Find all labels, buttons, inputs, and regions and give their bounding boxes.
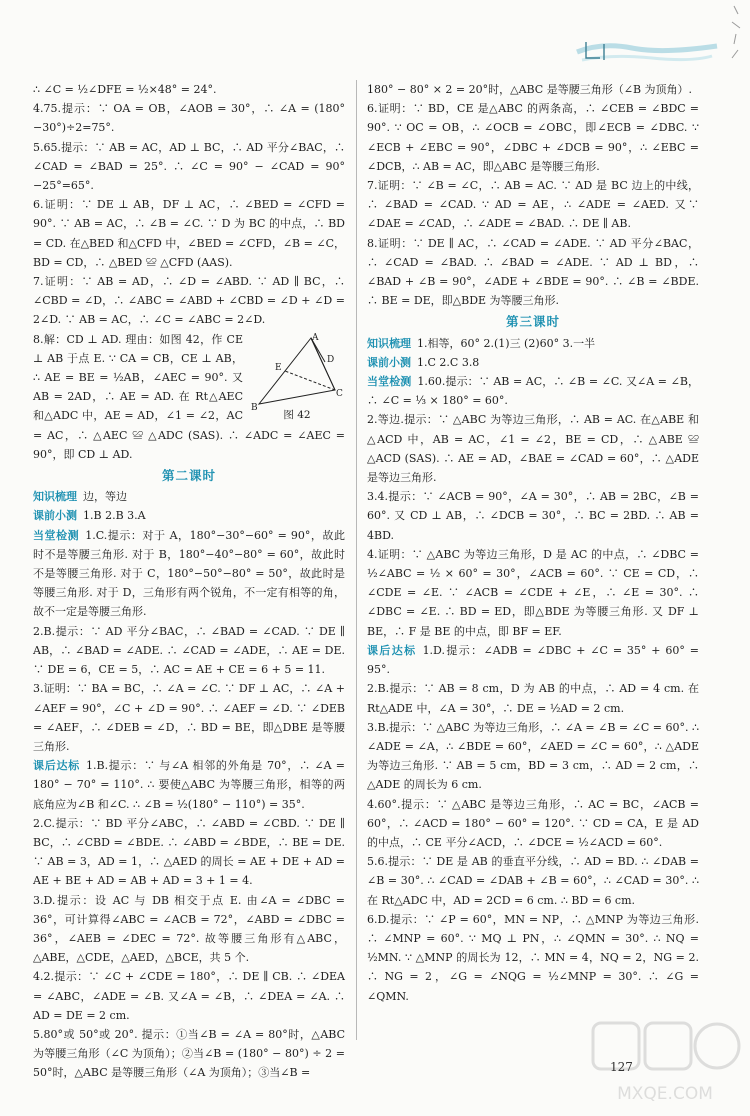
section-label: 知识梳理	[33, 490, 77, 504]
answer-paragraph	[33, 967, 345, 1025]
answer-paragraph	[33, 99, 345, 137]
answer-text: ∴ ∠C = ½∠DFE = ½×48° = 24°.	[33, 83, 217, 96]
watermark-logo	[585, 1015, 745, 1110]
answer-paragraph	[33, 622, 345, 680]
section-label: 当堂检测	[33, 528, 80, 542]
answer-text: 1.相等，60° 2.(1)三 (2)60° 3.一半	[417, 336, 596, 350]
answer-text: 5.65.提示：∵ AB = AC，AD ⊥ BC，∴ AD 平分∠BAC，∴ ∠CAD = ∠BAD = 25°. ∴ ∠C = 90° − ∠CAD = 90°−25°=65°.	[33, 140, 345, 193]
answer-text: 4.证明：∵ △ABC 为等边三角形，D 是 AC 的中点，∴ ∠DBC = ½∠ABC = ½ × 60° = 30°，∠ACB = 60°. ∵ CE = CD，∴ ∠CDE = ∠E. ∵ ∠ACB = ∠CDE + ∠E，∴ ∠E = 30°. ∴ ∠DBC = ∠E. ∴ BD = ED，即△BDE 为等腰三角形. 又 DF ⊥ BE，∴ F 是 BE 的中点，即 BF = EF.	[367, 547, 699, 638]
point-c-label: C	[336, 388, 343, 399]
answer-paragraph	[33, 80, 345, 99]
answer-text: 8.解：CD ⊥ AD. 理由：如图 42，作 CE ⊥ AB 于点 E. ∵ CA = CB，CE ⊥ AB，∴ AE = BE = ½AB，∠AEC = 90°. 又 AB = 2AD，∴ AE = AD. 在 Rt△AEC 和△ADC 中，AE = AD，∠1 = ∠2，AC = AC，∴ △AEC ≌ △ADC (SAS). ∴ ∠ADC = ∠AEC = 90°，即 CD ⊥ AD.	[33, 332, 345, 461]
answer-paragraph	[367, 99, 699, 176]
answer-paragraph	[33, 272, 345, 330]
answer-text: 2.等边.提示：∵ △ABC 为等边三角形，∴ AB = AC. 在△ABE 和△ACD 中，AB = AC，∠1 = ∠2，BE = CD，∴ △ABE ≌ △ACD (SAS). ∴ AE = AD，∠BAE = ∠CAD = 60°，∴ △ADE 是等边三角形.	[367, 413, 699, 485]
answer-paragraph	[367, 795, 699, 853]
section-label: 知识梳理	[367, 336, 411, 350]
answer-text: 1.C.提示：对于 A，180°−30°−60° = 90°，故此时不是等腰三角形. 对于 B，180°−40°−80° = 60°，故此时不是等腰三角形. 对于 C，180°−50°−80° = 50°，故此时是等腰三角形. 对于 D，三角形有两个锐角，不一定有相等的角，故不一定是等腰三角形.	[33, 528, 345, 619]
section-label: 课后达标	[367, 643, 417, 657]
answer-text: 1.60.提示：∵ AB = AC，∴ ∠B = ∠C. 又∠A = ∠B，∴ ∠C = ⅓ × 180° = 60°.	[367, 375, 700, 408]
answer-text: 3.D.提示：设 AC 与 DB 相交于点 E. 由∠A = ∠DBC = 36°，可计算得∠ABC = ∠ACB = 72°，∠ABD = ∠DBC = 36°，∠AEB = ∠DEC = 72°. 故等腰三角形有△ABC，△ABE，△CDE，△AED，△BCE，共 5 个.	[33, 893, 345, 965]
answer-paragraph	[367, 910, 699, 1006]
answer-paragraph	[367, 487, 699, 545]
answer-paragraph	[33, 679, 345, 756]
answer-text: 4.2.提示：∵ ∠C + ∠CDE = 180°，∴ DE ∥ CB. ∴ ∠DEA = ∠ABC，∠ADE = ∠B. 又∠A = ∠B，∴ ∠DEA = ∠A. ∴ AD = DE = 2 cm.	[33, 970, 345, 1022]
answer-text: 1.B 2.B 3.A	[83, 509, 146, 523]
left-column	[33, 80, 345, 1083]
labeled-answer	[33, 487, 345, 506]
answer-paragraph	[367, 718, 699, 795]
answer-text: 边，等边	[83, 490, 127, 504]
answer-text: 1.D.提示：∠ADB = ∠DBC + ∠C = 35° + 60° = 95°.	[367, 643, 700, 677]
answer-paragraph	[367, 176, 699, 234]
column-divider	[356, 80, 357, 1040]
section-label: 课后达标	[33, 759, 80, 773]
answer-text: 1.B.提示：∵ 与∠A 相邻的外角是 70°，∴ ∠A = 180° − 70° = 110°. ∴ 要使△ABC 为等腰三角形，相等的两底角应为∠B 和∠C. ∴ ∠B = ½(180° − 110°) = 35°.	[33, 759, 345, 811]
labeled-answer	[367, 372, 699, 410]
answer-text: 180° − 80° × 2 = 20°时，△ABC 是等腰三角形（∠B 为顶角）.	[367, 83, 693, 96]
page-number: 127	[610, 1060, 633, 1074]
answer-paragraph	[367, 545, 699, 641]
right-column	[367, 80, 699, 1006]
answer-text: 7.证明：∵ ∠B = ∠C，∴ AB = AC. ∵ AD 是 BC 边上的中线，∴ ∠BAD = ∠CAD. ∵ AD = AE，∴ ∠ADE = ∠AED. 又∵ ∠DAE = ∠CAD，∴ ∠ADE = ∠BAD. ∴ DE ∥ AB.	[367, 179, 699, 231]
corner-scribble	[728, 4, 746, 62]
header-decoration	[572, 38, 722, 68]
answer-text: 5.80°或 50°或 20°. 提示：①当∠B = ∠A = 80°时，△ABC 为等腰三角形（∠C 为顶角）；②当∠B = (180° − 80°) ÷ 2 = 50°时，△ABC 是等腰三角形（∠A 为顶角）；③当∠B =	[33, 1027, 345, 1080]
point-b-label: B	[251, 402, 258, 412]
point-e-label: E	[275, 362, 282, 373]
answer-text: 6.证明：∵ DE ⊥ AB，DF ⊥ AC，∴ ∠BED = ∠CFD = 90°. ∵ AB = AC，∴ ∠B = ∠C. ∵ D 为 BC 的中点，∴ BD = CD. 在△BED 和△CFD 中，∠BED = ∠CFD，∠B = ∠C，BD = CD，∴ △BED ≌ △CFD (AAS).	[33, 198, 345, 269]
figure-caption: 图 42	[283, 409, 311, 422]
answer-paragraph	[367, 410, 699, 487]
point-d-label: D	[327, 354, 335, 365]
answer-paragraph	[33, 138, 345, 196]
answer-paragraph	[367, 679, 699, 717]
answer-text: 2.C.提示：∵ BD 平分∠ABC，∴ ∠ABD = ∠CBD. ∵ DE ∥ BC，∴ ∠CBD = ∠BDE. ∴ ∠ABD = ∠BDE，∴ BE = DE. ∵ AB = 3，AD = 1，∴ △AED 的周长 = AE + DE + AD = AE + BE + AD = AB + AD = 3 + 1 = 4.	[33, 816, 345, 888]
answer-paragraph	[367, 80, 699, 99]
answer-text: 2.B.提示：∵ AD 平分∠BAC，∴ ∠BAD = ∠CAD. ∵ DE ∥ AB，∴ ∠BAD = ∠ADE. ∴ ∠CAD = ∠ADE，∴ AE = DE. ∵ DE = 6，CE = 5，∴ AC = AE + CE = 6 + 5 = 11.	[33, 624, 345, 677]
svg-text:MXQE.COM: MXQE.COM	[617, 1084, 713, 1104]
section-label: 课前小测	[33, 509, 77, 523]
answer-text: 7.证明：∵ AB = AD，∴ ∠D = ∠ABD. ∵ AD ∥ BC，∴ ∠CBD = ∠D，∴ ∠ABC = ∠ABD + ∠CBD = ∠D + ∠D = 2∠D. ∵ AB = AC，∴ ∠C = ∠ABC = 2∠D.	[33, 275, 345, 327]
answer-text: 6.证明：∵ BD，CE 是△ABC 的两条高，∴ ∠CEB = ∠BDC = 90°. ∵ OC = OB，∴ ∠OCB = ∠OBC，即∠ECB = ∠DBC. ∵ ∠ECB + ∠EBC = 90°，∠DBC + ∠DCB = 90°，∴ ∠EBC = ∠DCB，∴ AB = AC，即△ABC 是等腰三角形.	[367, 102, 699, 173]
point-a-label: A	[312, 332, 319, 343]
section-label: 课前小测	[367, 355, 411, 369]
labeled-answer	[33, 526, 345, 622]
answer-paragraph	[367, 234, 699, 311]
labeled-answer	[367, 334, 699, 353]
answer-text: 1.C 2.C 3.8	[417, 355, 480, 369]
answer-text: 3.证明：∵ BA = BC，∴ ∠A = ∠C. ∵ DF ⊥ AC，∴ ∠A + ∠AEF = 90°，∠C + ∠D = 90°. ∴ ∠AEF = ∠D. ∵ ∠DEB = ∠AEF，∴ ∠DEB = ∠D，∴ BD = BE，即△DBE 是等腰三角形.	[33, 682, 345, 753]
answer-text: 6.D.提示：∵ ∠P = 60°，MN = NP，∴ △MNP 为等边三角形. ∴ ∠MNP = 60°. ∵ MQ ⊥ PN，∴ ∠QMN = 30°. ∴ NQ = ½MN. ∵ △MNP 的周长为 12，∴ MN = 4，NQ = 2，NG = 2. ∴ NG = 2，∠G = ∠NQG = ½∠MNP = 30°. ∴ ∠G = ∠QMN.	[367, 912, 699, 1003]
answer-text: 3.4.提示：∵ ∠ACB = 90°，∠A = 30°，∴ AB = 2BC，∠B = 60°. 又 CD ⊥ AB，∴ ∠DCB = 30°，∴ BC = 2BD. ∴ AB = 4BD.	[367, 490, 699, 542]
answer-text: 5.6.提示：∵ DE 是 AB 的垂直平分线，∴ AD = BD. ∴ ∠DAB = ∠B = 30°. ∴ ∠CAD = ∠DAB + ∠B = 60°，∴ ∠CAD = 30°. ∴ 在 Rt△ADC 中，AD = 2CD = 6 cm. ∴ BD = 6 cm.	[367, 855, 699, 907]
answer-paragraph	[33, 195, 345, 272]
labeled-answer	[367, 641, 699, 679]
answer-text: 8.证明：∵ DE ∥ AC，∴ ∠CAD = ∠ADE. ∵ AD 平分∠BAC，∴ ∠CAD = ∠BAD. ∴ ∠BAD = ∠ADE. ∵ AD ⊥ BD，∴ ∠BAD + ∠B = 90°，∠ADE + ∠BDE = 90°. ∴ ∠B = ∠BDE. ∴ BE = DE，即△BDE 为等腰三角形.	[367, 236, 699, 308]
section-label: 当堂检测	[367, 375, 412, 389]
answer-paragraph	[33, 1025, 345, 1083]
answer-paragraph	[33, 891, 345, 968]
figure-42	[249, 332, 345, 424]
answer-text: 4.60°.提示：∵ △ABC 是等边三角形，∴ AC = BC，∠ACB = 60°，∴ ∠ACD = 180° − 60° = 120°. ∵ CD = CA，E 是 AD 的中点，∴ CE 平分∠ACD，∴ ∠DCE = ½∠ACD = 60°.	[367, 797, 699, 849]
labeled-answer	[33, 506, 345, 525]
answer-text: 4.75.提示：∵ OA = OB，∠AOB = 30°，∴ ∠A = (180°−30°)÷2=75°.	[33, 102, 345, 135]
answer-text: 3.B.提示：∵ △ABC 为等边三角形，∴ ∠A = ∠B = ∠C = 60°. ∴ ∠ADE = ∠A，∴ ∠BDE = 60°，∠AED = ∠C = 60°，∴ △ADE 为等边三角形. ∵ AB = 5 cm，BD = 3 cm，∴ AD = 2 cm，∴ △ADE 的周长为 6 cm.	[367, 720, 699, 792]
section-heading: 第三课时	[505, 314, 560, 330]
section-heading: 第二课时	[161, 468, 216, 484]
answer-text: 2.B.提示：∵ AB = 8 cm，D 为 AB 的中点，∴ AD = 4 cm. 在 Rt△ADE 中，∠A = 30°，∴ DE = ½AD = 2 cm.	[367, 682, 699, 715]
labeled-answer	[33, 756, 345, 814]
labeled-answer	[367, 353, 699, 372]
answer-paragraph	[33, 814, 345, 891]
answer-paragraph	[367, 852, 699, 910]
